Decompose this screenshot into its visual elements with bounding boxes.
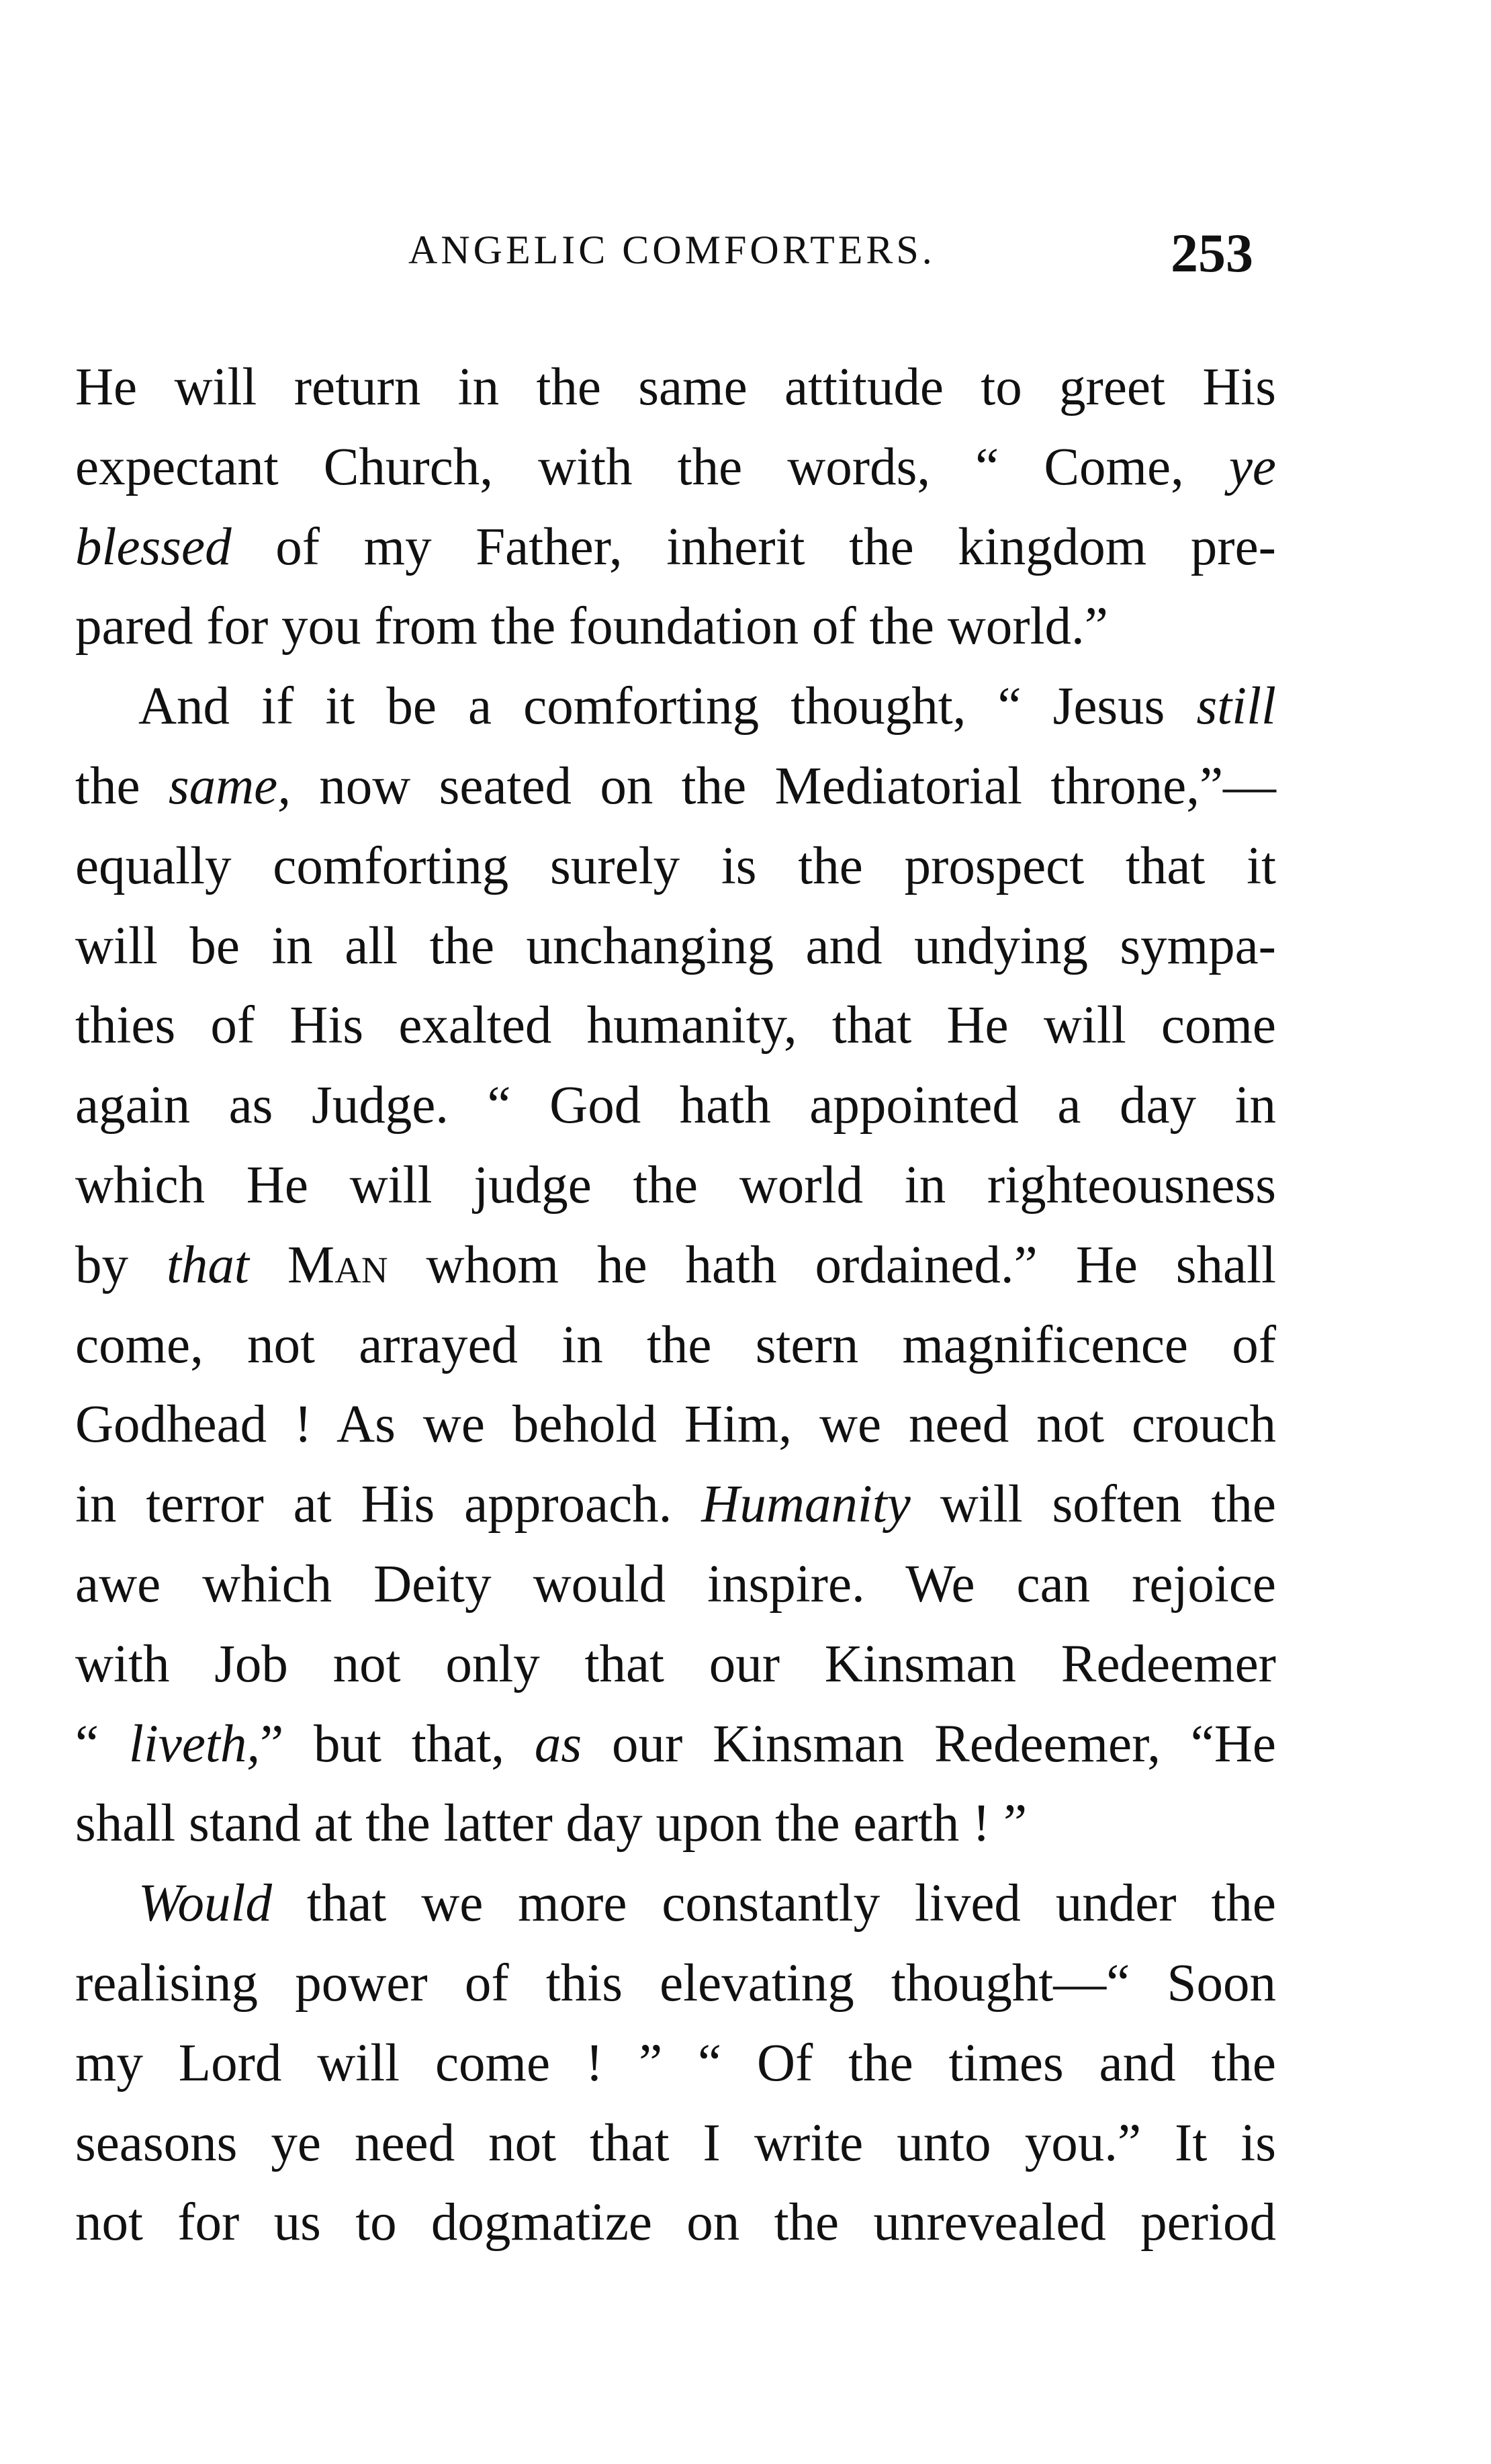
text-run: with Job not only that our Kinsman Redeemer: [75, 1634, 1276, 1693]
text-line: [75, 428, 1276, 508]
body-text: [75, 348, 1276, 2263]
text-line: [75, 2104, 1276, 2184]
text-line: [75, 1306, 1276, 1386]
text-run: of my Father, inherit the kingdom pre-: [231, 517, 1276, 576]
italic-run: that: [166, 1235, 249, 1294]
text-run: equally comforting surely is the prospect that it: [75, 836, 1276, 895]
text-run: which He will judge the world in righteousness: [75, 1155, 1276, 1215]
text-line: [75, 2183, 1276, 2263]
italic-run: same,: [168, 756, 291, 816]
text-run: again as Judge. “ God hath appointed a day in: [75, 1076, 1276, 1135]
text-line: [75, 1385, 1276, 1465]
text-line: [75, 2024, 1276, 2104]
text-run: thies of His exalted humanity, that He will come: [75, 996, 1276, 1055]
text-line: [75, 907, 1276, 987]
text-line: [75, 587, 1276, 667]
text-line: [75, 348, 1276, 428]
text-line: [75, 747, 1276, 827]
text-run: [249, 1236, 287, 1294]
text-run: expectant Church, with the words, “ Come,: [75, 437, 1229, 496]
text-line: [75, 1944, 1276, 2024]
text-run: realising power of this elevating thought—“ Soon: [75, 1953, 1276, 2013]
text-run: our Kinsman Redeemer, “He: [582, 1714, 1276, 1773]
text-run: He will return in the same attitude to greet His: [75, 358, 1276, 416]
text-run: not for us to dogmatize on the unrevealed period: [75, 2193, 1276, 2252]
text-run: ” but that,: [260, 1714, 535, 1773]
text-run: whom he hath ordained.” He shall: [388, 1235, 1277, 1294]
text-run: the: [75, 756, 169, 816]
text-run: my Lord will come ! ” “ Of the times and the: [75, 2033, 1276, 2093]
italic-run: still: [1196, 677, 1276, 736]
text-line: [75, 1146, 1276, 1226]
text-run: pared for you from the foundation of the world.”: [75, 597, 1108, 656]
text-line: [75, 827, 1276, 907]
text-run: now seated on the Mediatorial throne,”—: [290, 756, 1277, 816]
text-run: Godhead ! As we behold Him, we need not crouch: [75, 1395, 1276, 1454]
text-line: [75, 1465, 1276, 1545]
running-head: [0, 222, 1491, 294]
text-run: shall stand at the latter day upon the earth ! ”: [75, 1794, 1028, 1853]
text-run: “: [75, 1714, 129, 1773]
italic-run: ye: [1228, 437, 1276, 496]
text-run: will soften the: [910, 1475, 1276, 1534]
italic-run: as: [534, 1714, 582, 1773]
text-line: [75, 1705, 1276, 1785]
text-line: [75, 1625, 1276, 1705]
page-number: 253: [1171, 222, 1253, 283]
italic-run: blessed: [75, 517, 232, 576]
text-line: [75, 1784, 1276, 1864]
italic-run: Would: [138, 1874, 273, 1933]
text-run: will be in all the unchanging and undying sympa-: [75, 916, 1276, 975]
italic-run: Humanity: [701, 1475, 911, 1534]
text-run: seasons ye need not that I write unto you.” It is: [75, 2113, 1276, 2172]
text-run: that we more constantly lived under the: [272, 1874, 1276, 1933]
text-line: [75, 508, 1276, 588]
text-run: come, not arrayed in the stern magnificence of: [75, 1315, 1276, 1374]
text-line: [75, 1066, 1276, 1146]
italic-run: liveth,: [128, 1714, 261, 1773]
text-run: in terror at His approach.: [75, 1475, 702, 1534]
text-line: [75, 1545, 1276, 1625]
text-line: [75, 667, 1276, 747]
running-title: ANGELIC COMFORTERS.: [408, 228, 936, 272]
text-run: awe which Deity would inspire. We can rejoice: [75, 1554, 1276, 1614]
text-run: And if it be a comforting thought, “ Jesus: [138, 677, 1197, 736]
text-line: [75, 986, 1276, 1066]
text-run: by: [75, 1235, 167, 1294]
text-line: [75, 1226, 1276, 1306]
text-run: Man: [287, 1235, 388, 1294]
text-line: [75, 1864, 1276, 1944]
